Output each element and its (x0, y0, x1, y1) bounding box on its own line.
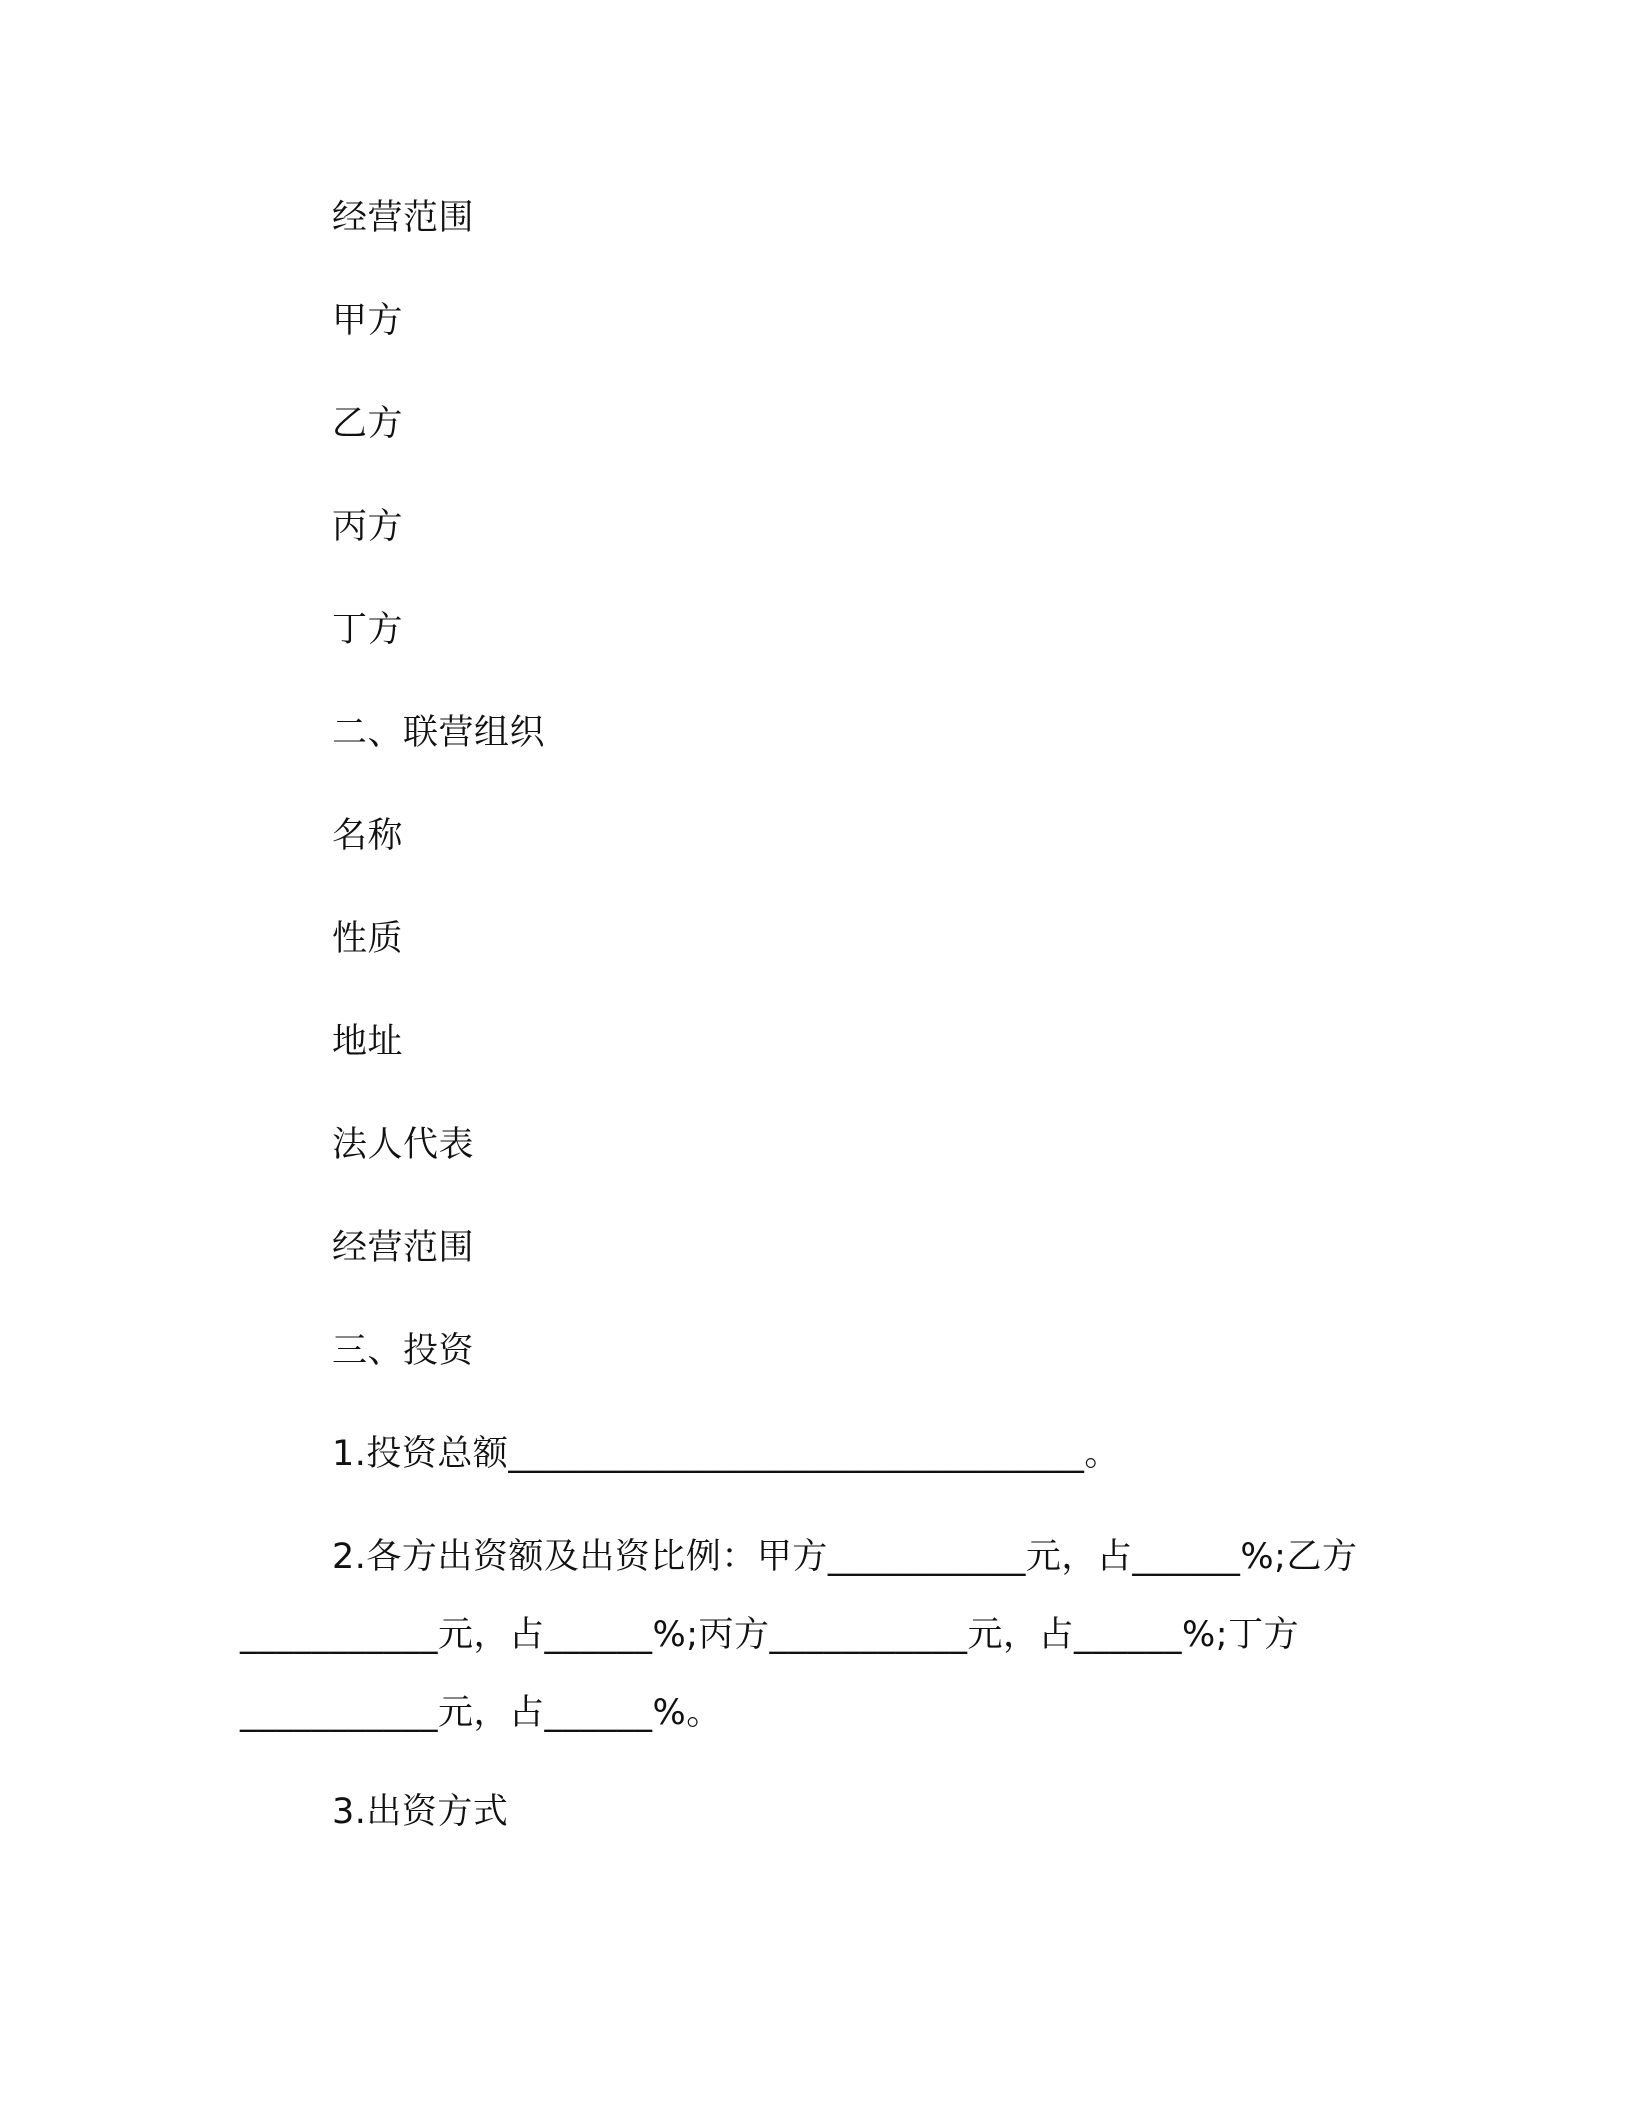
business-scope-label-2: 经营范围 (332, 1228, 475, 1268)
section-2-heading: 二、联营组织 (332, 713, 546, 753)
business-scope-label: 经营范围 (332, 198, 475, 238)
party-b-label: 乙方 (332, 404, 404, 444)
total-investment-line: 1.投资总额________________________________。 (332, 1434, 1120, 1474)
name-label: 名称 (332, 816, 404, 856)
section-3-heading: 三、投资 (332, 1331, 475, 1371)
party-a-label: 甲方 (332, 301, 404, 341)
contribution-ratio-paragraph: 2.各方出资额及出资比例：甲方___________元，占______%;乙方___________元，占______%;丙方___________元，占______%;丁方___________元，占______%。 (240, 1537, 1358, 1733)
address-label: 地址 (332, 1022, 404, 1062)
legal-representative-label: 法人代表 (332, 1125, 475, 1165)
nature-label: 性质 (332, 919, 404, 959)
party-c-label: 丙方 (332, 507, 404, 547)
contribution-method-line: 3.出资方式 (332, 1792, 509, 1832)
party-d-label: 丁方 (332, 610, 404, 650)
